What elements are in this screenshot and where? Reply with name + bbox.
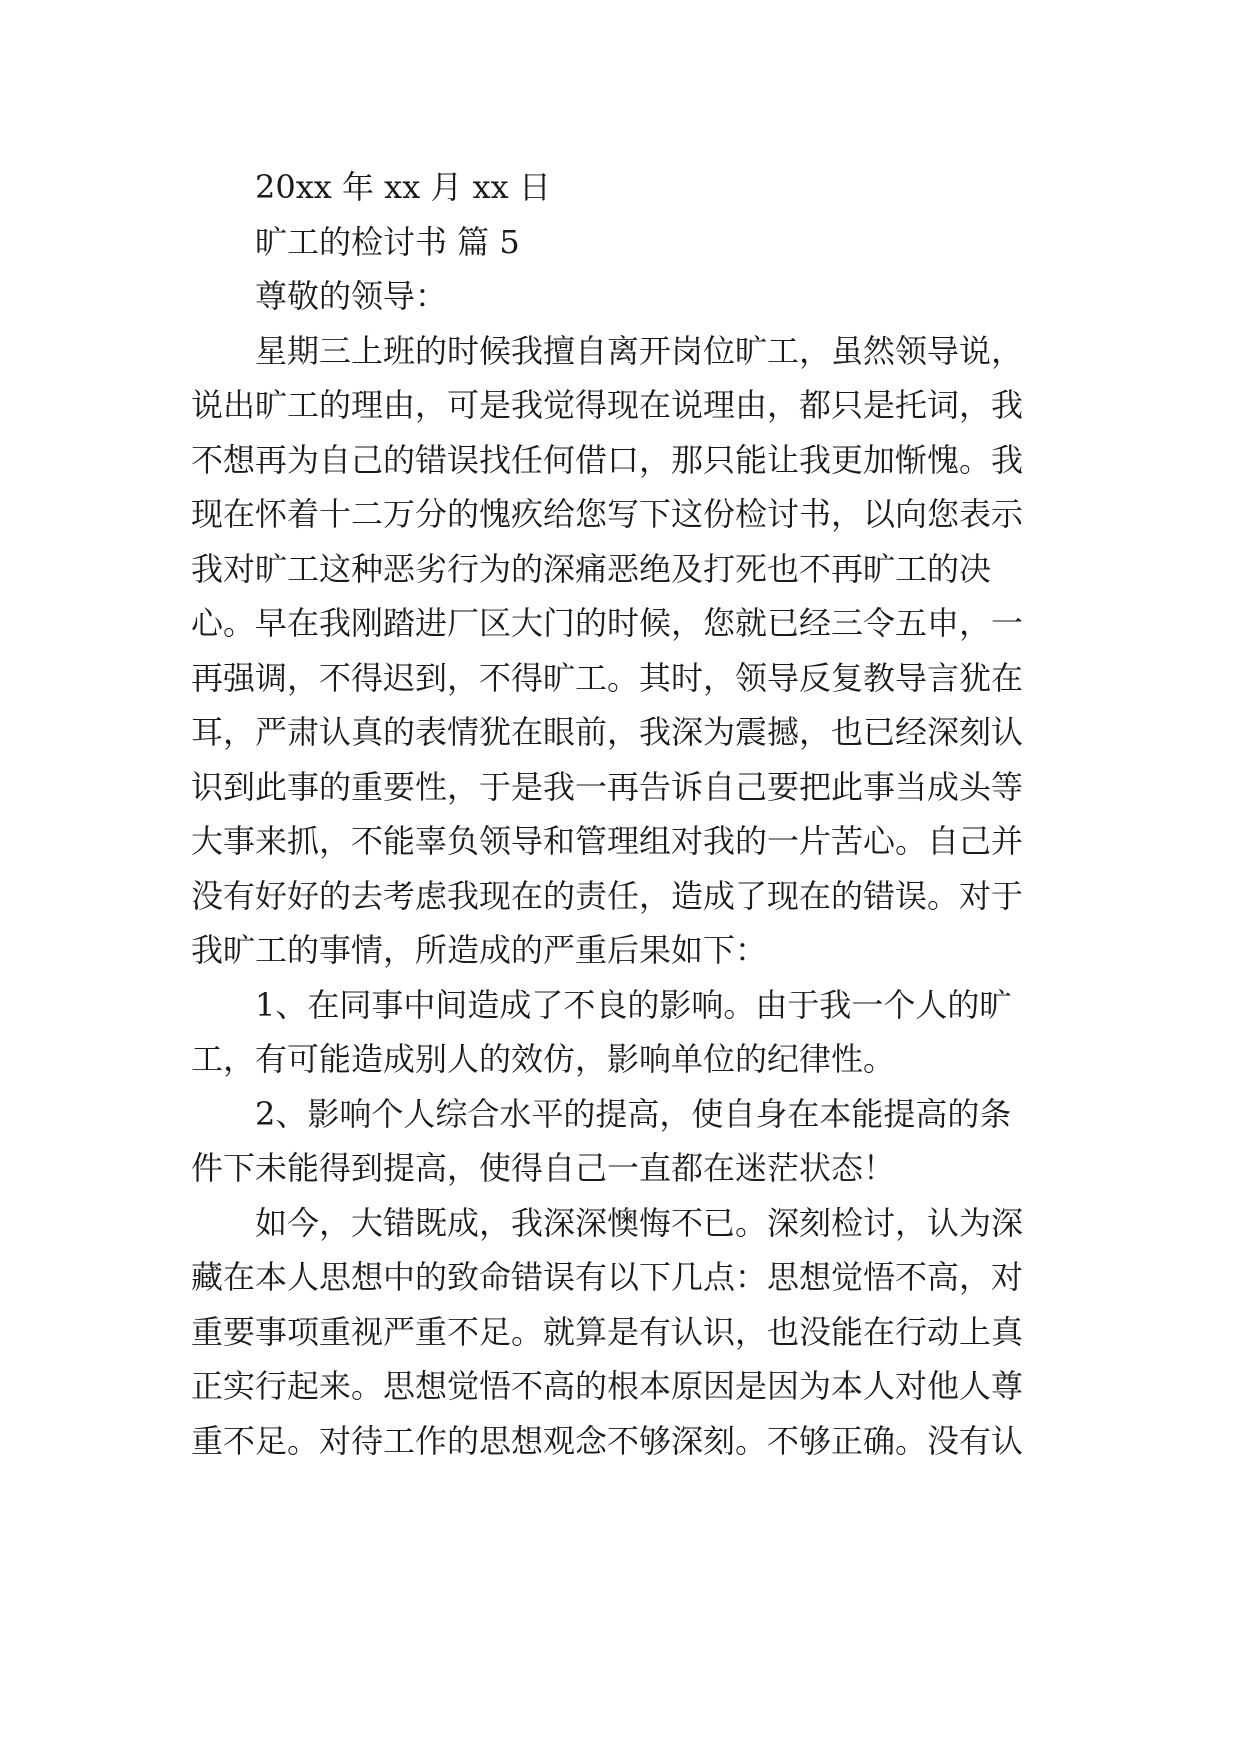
paragraph-line: 重不足。对待工作的思想观念不够深刻。不够正确。没有认 xyxy=(191,1421,1024,1460)
document-title: 旷工的检讨书 篇 5 xyxy=(255,222,520,261)
paragraph-3 xyxy=(191,1087,1061,1196)
paragraph-line: 正实行起来。思想觉悟不高的根本原因是因为本人对他人尊 xyxy=(191,1367,1024,1405)
paragraph-line: 不想再为自己的错误找任何借口，那只能让我更加惭愧。我 xyxy=(191,440,1024,479)
paragraph-line: 1、在同事中间造成了不良的影响。由于我一个人的旷 xyxy=(255,985,1012,1024)
paragraph-line: 重要事项重视严重不足。就算是有认识，也没能在行动上真 xyxy=(191,1312,1024,1351)
paragraph-2 xyxy=(191,978,1061,1087)
document-body xyxy=(191,160,1061,1468)
paragraph-line: 我旷工的事情，所造成的严重后果如下： xyxy=(191,931,768,969)
paragraph-line: 识到此事的重要性，于是我一再告诉自己要把此事当成头等 xyxy=(191,767,1024,806)
paragraph-1 xyxy=(191,324,1061,978)
paragraph-line: 藏在本人思想中的致命错误有以下几点：思想觉悟不高，对 xyxy=(191,1258,1024,1296)
paragraph-4 xyxy=(191,1196,1061,1469)
paragraph-line: 2、影响个人综合水平的提高，使自身在本能提高的条 xyxy=(255,1094,1012,1133)
paragraph-line: 说出旷工的理由，可是我觉得现在说理由，都只是托词，我 xyxy=(191,386,1024,424)
paragraph-line: 星期三上班的时候我擅自离开岗位旷工，虽然领导说， xyxy=(255,331,1024,370)
paragraph-line: 如今，大错既成，我深深懊悔不已。深刻检讨，认为深 xyxy=(255,1203,1024,1242)
paragraph-line: 现在怀着十二万分的愧疚给您写下这份检讨书，以向您表示 xyxy=(191,495,1024,533)
paragraph-line: 耳，严肃认真的表情犹在眼前，我深为震撼，也已经深刻认 xyxy=(191,713,1024,751)
paragraph-line: 工，有可能造成别人的效仿，影响单位的纪律性。 xyxy=(191,1040,896,1078)
paragraph-line: 心。早在我刚踏进厂区大门的时候，您就已经三令五申，一 xyxy=(191,604,1024,642)
paragraph-line: 没有好好的去考虑我现在的责任，造成了现在的错误。对于 xyxy=(191,876,1024,915)
salutation: 尊敬的领导： xyxy=(255,277,448,315)
date-line: 20xx 年 xx 月 xx 日 xyxy=(255,168,551,206)
paragraph-line: 件下未能得到提高，使得自己一直都在迷茫状态！ xyxy=(191,1149,896,1187)
paragraph-line: 再强调，不得迟到，不得旷工。其时，领导反复教导言犹在 xyxy=(191,658,1024,697)
paragraph-line: 大事来抓，不能辜负领导和管理组对我的一片苦心。自己并 xyxy=(191,822,1024,860)
paragraph-line: 我对旷工这种恶劣行为的深痛恶绝及打死也不再旷工的决 xyxy=(191,549,992,588)
